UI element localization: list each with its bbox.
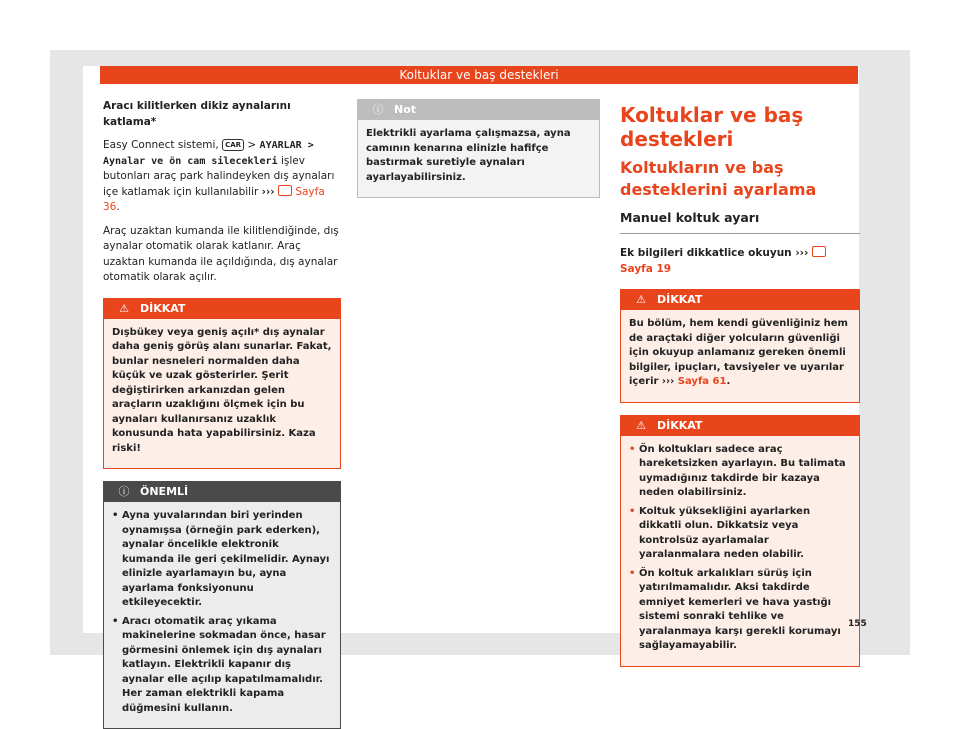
bullet-icon: • (629, 567, 636, 579)
warning-triangle-icon: ⚠ (119, 301, 129, 315)
car-icon: CAR (222, 139, 244, 151)
chapter-title: Koltuklar ve baş destekleri (620, 103, 804, 151)
subsection-title: Manuel koltuk ayarı (620, 209, 860, 234)
important-body (104, 502, 340, 728)
note-text: Elektrikli ayarlama çalışmazsa, ayna camının kenarına elinizle hafifçe bastırmak suretiyle aynaları ayarlayabilirsiniz. (366, 128, 571, 183)
warning-box (620, 415, 860, 667)
bullet-icon: • (112, 615, 119, 627)
read-info-line: Ek bilgileri dikkatlice okuyun ››› Sayfa 19 (620, 246, 860, 277)
warning-header: ⚠ DİKKAT (621, 290, 859, 310)
chapter-header: Koltuklar ve baş destekleri (100, 66, 858, 84)
info-circle-icon: ⓘ (118, 485, 130, 498)
bullet-icon: • (629, 505, 636, 517)
section-heading: Aracı kilitlerken dikiz aynalarını katlama* (103, 100, 291, 128)
list-item: • Ön koltukları sadece araç hareketsizken ayarlayın. Bu talimata uymadığınız takdirde bir kazaya neden olabilirsiniz. (629, 443, 846, 498)
page-reference-link[interactable]: Sayfa 61 (674, 376, 727, 387)
note-icon: ⓘ (372, 103, 384, 116)
list-item: • Ayna yuvalarından biri yerinden oynamışsa (örneğin park ederken), aynalar öncelikle elektronik kumanda ile geri çekilmelidir. Aynayı elinizle ayarlamayın bu, ayna ayarlama fonksiyonunu etkileyecektir. (112, 510, 330, 608)
paragraph-easy-connect: Easy Connect sistemi, CAR > AYARLAR > Aynalar ve ön cam silecekleri işlev butonları araç park halindeyken dış aynaları içe katlamak için kullanılabilir ››› Sayfa 36. (103, 139, 335, 213)
page-reference-link[interactable]: Sayfa 36 (103, 185, 325, 213)
warning-box (620, 289, 860, 403)
warning-header: ⚠ DİKKAT (104, 299, 340, 319)
note-box (357, 99, 600, 198)
note-header: ⓘ Not (358, 100, 599, 120)
list-item: • Ön koltuk arkalıkları sürüş için yatırılmamalıdır. Aksi takdirde emniyet kemerleri ve hava yastığı sistemi sonraki tehlike ve yaralanmaya karşı gerekli korumayı sağlayamayabilir. (629, 567, 841, 651)
warning-body (621, 436, 859, 666)
column-right (620, 99, 860, 667)
warning-triangle-icon: ⚠ (636, 293, 646, 306)
warning-header: ⚠ DİKKAT (621, 416, 859, 436)
page-number: 155 (848, 619, 867, 629)
list-item: • Koltuk yüksekliğini ayarlarken dikkatli olun. Dikkatsiz veya kontrolsüz ayarlamalar yaralanmalara neden olabilir. (629, 505, 811, 560)
section-title: Koltukların ve baş desteklerini ayarlama (620, 158, 817, 199)
column-left (103, 99, 341, 729)
bullet-icon: • (112, 510, 119, 521)
bullet-icon: • (629, 443, 636, 455)
column-middle (357, 99, 600, 198)
important-header: ⓘ ÖNEMLİ (104, 482, 340, 502)
page-reference-link[interactable]: Sayfa 19 (620, 262, 672, 275)
menu-path: AYARLAR > Aynalar ve ön cam silecekleri (103, 140, 314, 167)
warning-triangle-icon: ⚠ (636, 418, 646, 432)
important-box (103, 481, 341, 729)
book-icon (812, 246, 826, 257)
warning-text: Dışbükey veya geniş açılı* dış aynalar daha geniş görüş alanı sunarlar. Fakat, bunlar nesneleri normalden daha küçük ve uzak gösterirler. Şerit değiştirirken arkanızdan gelen araçların uzaklığını ölçmek için bu aynaları kullanırsanız uzaklık konusunda hata yapabilirsiniz. Kaza riski! (112, 326, 332, 454)
book-icon (278, 185, 292, 196)
warning-text: Bu bölüm, hem kendi güvenliğiniz hem de araçtaki diğer yolcuların güvenliği için okuyup anlamanız gereken önemli bilgiler, ipuçları, tavsiyeler ve uyarılar içerir ››› Sayfa 61. (629, 318, 848, 387)
list-item: • Aracı otomatik araç yıkama makinelerine sokmadan önce, hasar görmesini önlemek için dış aynaları katlayın. Elektrikli kapanır dış aynalar elle açılıp kapatılmamalıdır. Her zaman elektrikli kapama düğmesini kullanın. (112, 615, 326, 714)
warning-box (103, 298, 341, 470)
paragraph-remote: Araç uzaktan kumanda ile kilitlendiğinde, dış aynalar otomatik olarak katlanır. Araç uzaktan kumanda ile açıldığında, dış aynalar otomatik olarak açılır. (103, 224, 339, 283)
